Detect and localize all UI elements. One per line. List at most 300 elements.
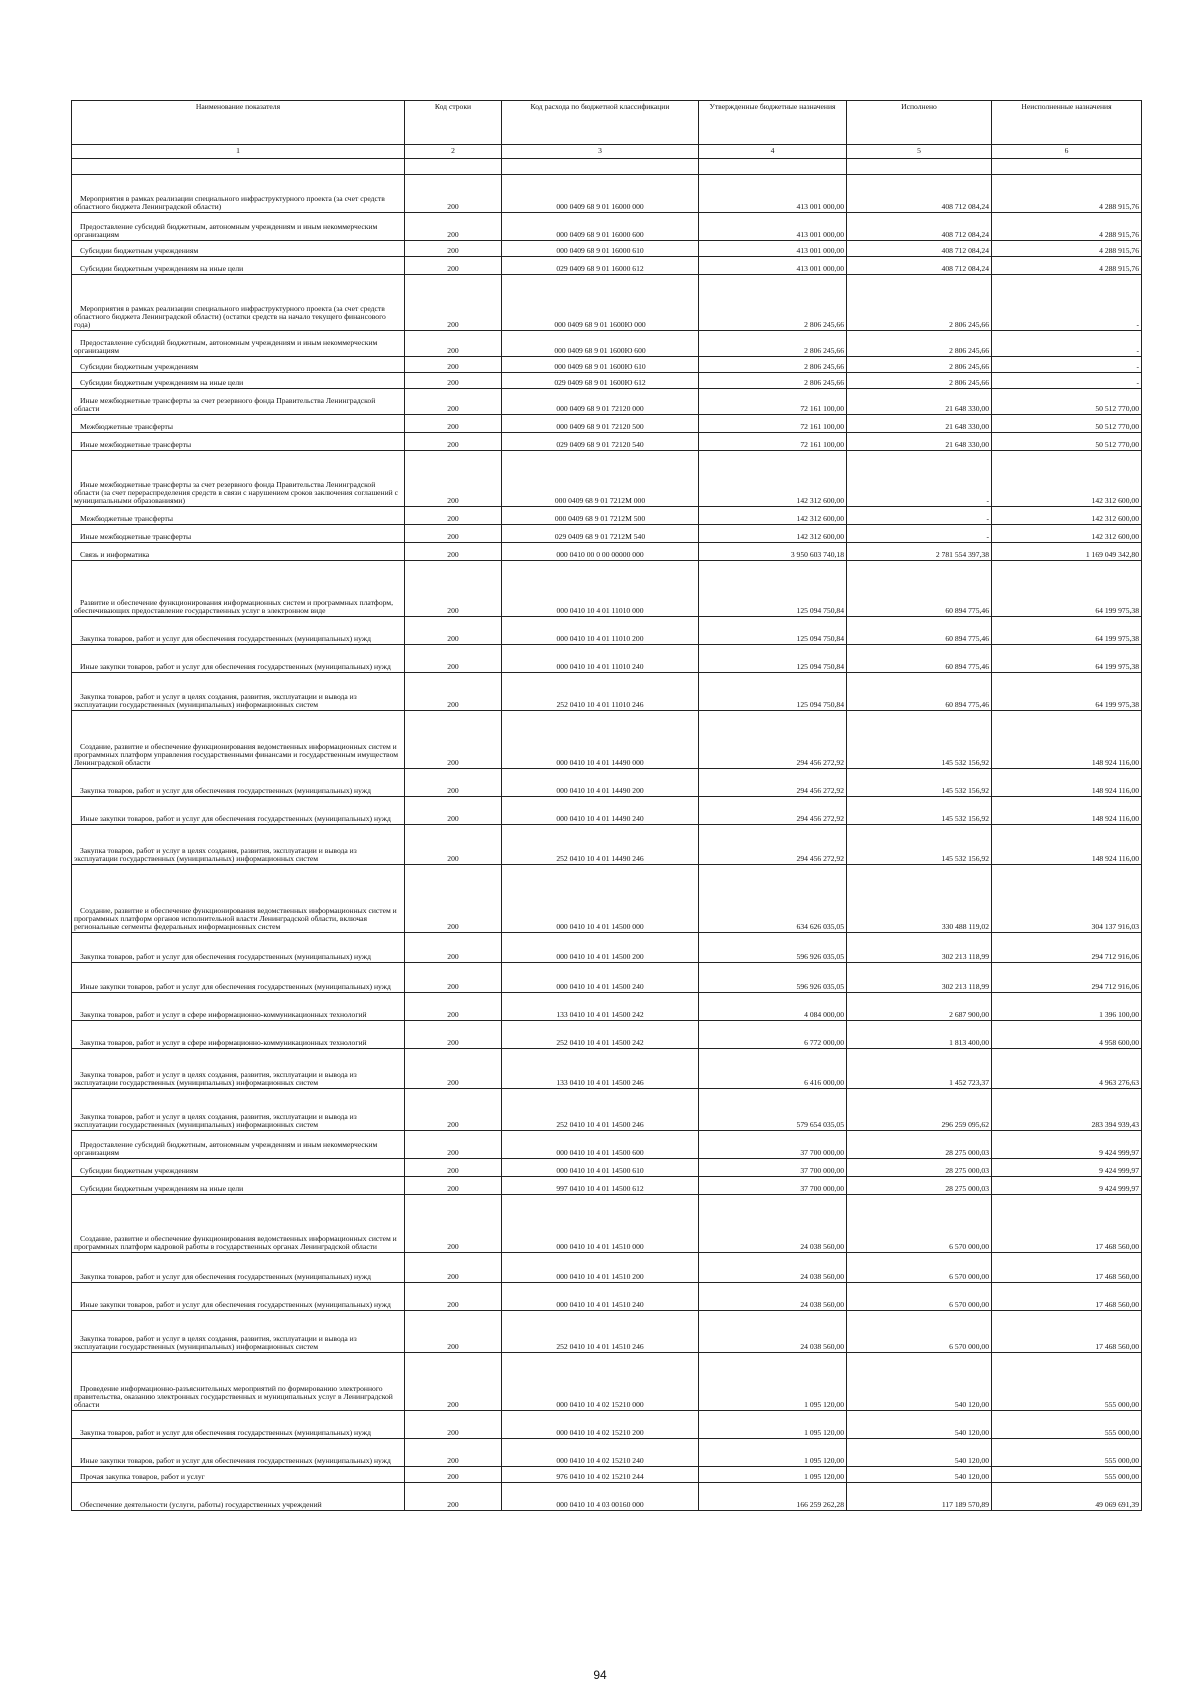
row-executed: 6 570 000,00 xyxy=(847,1195,992,1253)
row-budget-code: 000 0409 68 9 01 16000 000 xyxy=(502,175,699,213)
row-approved: 24 038 560,00 xyxy=(699,1283,847,1311)
table-row xyxy=(72,451,1142,507)
row-executed: - xyxy=(847,525,992,543)
row-name: Межбюджетные трансферты xyxy=(72,415,405,433)
row-budget-code: 000 0410 10 4 01 11010 240 xyxy=(502,645,699,673)
row-approved: 2 806 245,66 xyxy=(699,357,847,373)
row-approved: 294 456 272,92 xyxy=(699,711,847,769)
row-line-code: 200 xyxy=(405,451,502,507)
row-executed: 145 532 156,92 xyxy=(847,797,992,825)
row-budget-code: 252 0410 10 4 01 11010 246 xyxy=(502,673,699,711)
row-approved: 142 312 600,00 xyxy=(699,451,847,507)
row-budget-code: 000 0409 68 9 01 72120 000 xyxy=(502,389,699,415)
row-budget-code: 000 0409 68 9 01 16000 600 xyxy=(502,213,699,241)
row-budget-code: 000 0409 68 9 01 1600Ю 600 xyxy=(502,331,699,357)
row-unexecuted: - xyxy=(992,275,1142,331)
row-name: Субсидии бюджетным учреждениям на иные цели xyxy=(72,373,405,389)
row-budget-code: 000 0410 10 4 01 14500 600 xyxy=(502,1131,699,1159)
row-unexecuted: 64 199 975,38 xyxy=(992,645,1142,673)
table-row xyxy=(72,1467,1142,1483)
row-line-code: 200 xyxy=(405,1089,502,1131)
row-line-code: 200 xyxy=(405,797,502,825)
row-unexecuted: 555 000,00 xyxy=(992,1439,1142,1467)
row-unexecuted: 50 512 770,00 xyxy=(992,433,1142,451)
row-unexecuted: 4 288 915,76 xyxy=(992,257,1142,275)
table-row xyxy=(72,1195,1142,1253)
row-line-code: 200 xyxy=(405,241,502,257)
row-approved: 125 094 750,84 xyxy=(699,561,847,617)
row-name: Проведение информационно-разъяснительных мероприятий по формированию электронного правительства, оказанию электронных государственных и муниципальных услуг в Ленинградской области xyxy=(72,1353,405,1411)
row-name: Закупка товаров, работ и услуг в сфере информационно-коммуникационных технологий xyxy=(72,1021,405,1049)
row-budget-code: 000 0410 10 4 01 11010 200 xyxy=(502,617,699,645)
table-row xyxy=(72,769,1142,797)
row-unexecuted: 294 712 916,06 xyxy=(992,933,1142,963)
table-row xyxy=(72,275,1142,331)
row-approved: 1 095 120,00 xyxy=(699,1411,847,1439)
row-line-code: 200 xyxy=(405,1177,502,1195)
row-unexecuted: - xyxy=(992,331,1142,357)
row-unexecuted: 1 396 100,00 xyxy=(992,993,1142,1021)
row-unexecuted: - xyxy=(992,357,1142,373)
row-executed: 21 648 330,00 xyxy=(847,433,992,451)
column-number: 5 xyxy=(847,145,992,159)
row-name: Предоставление субсидий бюджетным, автономным учреждениям и иным некоммерческим организациям xyxy=(72,213,405,241)
row-name: Иные межбюджетные трансферты за счет резервного фонда Правительства Ленинградской области xyxy=(72,389,405,415)
row-executed: 6 570 000,00 xyxy=(847,1283,992,1311)
row-line-code: 200 xyxy=(405,825,502,865)
row-executed: 145 532 156,92 xyxy=(847,711,992,769)
row-approved: 142 312 600,00 xyxy=(699,525,847,543)
row-line-code: 200 xyxy=(405,525,502,543)
row-executed: 60 894 775,46 xyxy=(847,561,992,617)
row-approved: 1 095 120,00 xyxy=(699,1353,847,1411)
row-unexecuted: 64 199 975,38 xyxy=(992,561,1142,617)
row-name: Закупка товаров, работ и услуг в целях создания, развития, эксплуатации и вывода из эксплуатации государственных (муниципальных) информационных систем xyxy=(72,825,405,865)
table-row xyxy=(72,963,1142,993)
row-unexecuted: 1 169 049 342,80 xyxy=(992,543,1142,561)
row-name: Иные закупки товаров, работ и услуг для обеспечения государственных (муниципальных) нужд xyxy=(72,1439,405,1467)
row-line-code: 200 xyxy=(405,275,502,331)
row-budget-code: 000 0410 10 4 01 14490 200 xyxy=(502,769,699,797)
row-name: Закупка товаров, работ и услуг в целях создания, развития, эксплуатации и вывода из эксплуатации государственных (муниципальных) информационных систем xyxy=(72,673,405,711)
row-budget-code: 029 0409 68 9 01 16000 612 xyxy=(502,257,699,275)
row-executed: 1 452 723,37 xyxy=(847,1049,992,1089)
row-line-code: 200 xyxy=(405,1021,502,1049)
table-row xyxy=(72,1177,1142,1195)
row-executed: 540 120,00 xyxy=(847,1353,992,1411)
row-executed: 60 894 775,46 xyxy=(847,617,992,645)
row-line-code: 200 xyxy=(405,213,502,241)
row-unexecuted: 555 000,00 xyxy=(992,1411,1142,1439)
header-row xyxy=(72,101,1142,145)
row-unexecuted: - xyxy=(992,373,1142,389)
row-name: Предоставление субсидий бюджетным, автономным учреждениям и иным некоммерческим организациям xyxy=(72,1131,405,1159)
row-approved: 125 094 750,84 xyxy=(699,617,847,645)
row-name: Закупка товаров, работ и услуг для обеспечения государственных (муниципальных) нужд xyxy=(72,769,405,797)
table-row xyxy=(72,1439,1142,1467)
row-name: Субсидии бюджетным учреждениям на иные цели xyxy=(72,1177,405,1195)
table-row xyxy=(72,507,1142,525)
row-approved: 24 038 560,00 xyxy=(699,1195,847,1253)
row-unexecuted: 555 000,00 xyxy=(992,1353,1142,1411)
row-line-code: 200 xyxy=(405,373,502,389)
row-executed: 6 570 000,00 xyxy=(847,1311,992,1353)
table-row xyxy=(72,1049,1142,1089)
row-line-code: 200 xyxy=(405,1353,502,1411)
row-approved: 6 772 000,00 xyxy=(699,1021,847,1049)
table-row xyxy=(72,933,1142,963)
row-approved: 4 084 000,00 xyxy=(699,993,847,1021)
row-budget-code: 000 0410 10 4 01 14500 200 xyxy=(502,933,699,963)
row-line-code: 200 xyxy=(405,433,502,451)
row-line-code: 200 xyxy=(405,389,502,415)
row-executed: 408 712 084,24 xyxy=(847,213,992,241)
row-executed: 60 894 775,46 xyxy=(847,673,992,711)
budget-execution-table xyxy=(71,100,1142,1511)
row-approved: 142 312 600,00 xyxy=(699,507,847,525)
row-budget-code: 000 0409 68 9 01 7212М 000 xyxy=(502,451,699,507)
row-budget-code: 000 0410 10 4 01 14490 000 xyxy=(502,711,699,769)
row-line-code: 200 xyxy=(405,507,502,525)
row-budget-code: 000 0409 68 9 01 1600Ю 000 xyxy=(502,275,699,331)
row-approved: 72 161 100,00 xyxy=(699,433,847,451)
row-unexecuted: 9 424 999,97 xyxy=(992,1159,1142,1177)
row-name: Субсидии бюджетным учреждениям xyxy=(72,1159,405,1177)
row-executed: 540 120,00 xyxy=(847,1467,992,1483)
row-unexecuted: 4 288 915,76 xyxy=(992,175,1142,213)
row-executed: 28 275 000,03 xyxy=(847,1159,992,1177)
row-unexecuted: 4 288 915,76 xyxy=(992,241,1142,257)
column-number-row xyxy=(72,145,1142,159)
table-row xyxy=(72,257,1142,275)
row-budget-code: 000 0410 10 4 01 14510 200 xyxy=(502,1253,699,1283)
row-budget-code: 252 0410 10 4 01 14500 246 xyxy=(502,1089,699,1131)
table-row xyxy=(72,415,1142,433)
row-approved: 24 038 560,00 xyxy=(699,1311,847,1353)
row-budget-code: 133 0410 10 4 01 14500 246 xyxy=(502,1049,699,1089)
row-line-code: 200 xyxy=(405,1159,502,1177)
header-approved-appropriations: Утвержденные бюджетные назначения xyxy=(699,101,847,145)
row-budget-code: 000 0410 10 4 01 14500 610 xyxy=(502,1159,699,1177)
row-budget-code: 000 0410 10 4 01 14490 240 xyxy=(502,797,699,825)
row-line-code: 200 xyxy=(405,933,502,963)
row-line-code: 200 xyxy=(405,1253,502,1283)
row-executed: 296 259 095,62 xyxy=(847,1089,992,1131)
row-executed: 28 275 000,03 xyxy=(847,1177,992,1195)
row-executed: 2 806 245,66 xyxy=(847,331,992,357)
row-name: Закупка товаров, работ и услуг в целях создания, развития, эксплуатации и вывода из эксплуатации государственных (муниципальных) информационных систем xyxy=(72,1311,405,1353)
row-budget-code: 000 0410 00 0 00 00000 000 xyxy=(502,543,699,561)
row-executed: - xyxy=(847,451,992,507)
row-line-code: 200 xyxy=(405,1283,502,1311)
row-unexecuted: 64 199 975,38 xyxy=(992,673,1142,711)
row-line-code: 200 xyxy=(405,561,502,617)
row-budget-code: 000 0410 10 4 02 15210 200 xyxy=(502,1411,699,1439)
header-budget-classification-code: Код расхода по бюджетной классификации xyxy=(502,101,699,145)
row-unexecuted: 142 312 600,00 xyxy=(992,451,1142,507)
row-approved: 37 700 000,00 xyxy=(699,1177,847,1195)
row-executed: - xyxy=(847,507,992,525)
row-approved: 24 038 560,00 xyxy=(699,1253,847,1283)
row-unexecuted: 64 199 975,38 xyxy=(992,617,1142,645)
row-budget-code: 000 0410 10 4 03 00160 000 xyxy=(502,1483,699,1511)
row-name: Создание, развитие и обеспечение функционирования ведомственных информационных систем и программных платформ кадровой работы в государственных органах Ленинградской области xyxy=(72,1195,405,1253)
table-row xyxy=(72,617,1142,645)
row-executed: 2 806 245,66 xyxy=(847,373,992,389)
table-row xyxy=(72,993,1142,1021)
row-executed: 21 648 330,00 xyxy=(847,389,992,415)
row-line-code: 200 xyxy=(405,415,502,433)
row-budget-code: 029 0409 68 9 01 72120 540 xyxy=(502,433,699,451)
row-executed: 145 532 156,92 xyxy=(847,769,992,797)
row-unexecuted: 50 512 770,00 xyxy=(992,415,1142,433)
row-budget-code: 000 0410 10 4 01 14510 240 xyxy=(502,1283,699,1311)
row-line-code: 200 xyxy=(405,1195,502,1253)
row-budget-code: 997 0410 10 4 01 14500 612 xyxy=(502,1177,699,1195)
table-row xyxy=(72,525,1142,543)
row-approved: 125 094 750,84 xyxy=(699,645,847,673)
table-row xyxy=(72,241,1142,257)
row-name: Межбюджетные трансферты xyxy=(72,507,405,525)
row-unexecuted: 148 924 116,00 xyxy=(992,825,1142,865)
row-executed: 540 120,00 xyxy=(847,1411,992,1439)
row-line-code: 200 xyxy=(405,865,502,933)
row-approved: 72 161 100,00 xyxy=(699,389,847,415)
row-line-code: 200 xyxy=(405,769,502,797)
table-row xyxy=(72,543,1142,561)
row-unexecuted: 50 512 770,00 xyxy=(992,389,1142,415)
row-executed: 2 806 245,66 xyxy=(847,275,992,331)
row-approved: 166 259 262,28 xyxy=(699,1483,847,1511)
table-row xyxy=(72,645,1142,673)
row-executed: 117 189 570,89 xyxy=(847,1483,992,1511)
table-row xyxy=(72,1353,1142,1411)
row-unexecuted: 283 394 939,43 xyxy=(992,1089,1142,1131)
table-row xyxy=(72,331,1142,357)
row-name: Закупка товаров, работ и услуг в целях создания, развития, эксплуатации и вывода из эксплуатации государственных (муниципальных) информационных систем xyxy=(72,1049,405,1089)
row-budget-code: 000 0409 68 9 01 16000 610 xyxy=(502,241,699,257)
table-row xyxy=(72,357,1142,373)
row-executed: 60 894 775,46 xyxy=(847,645,992,673)
table-row xyxy=(72,711,1142,769)
row-approved: 6 416 000,00 xyxy=(699,1049,847,1089)
row-unexecuted: 294 712 916,06 xyxy=(992,963,1142,993)
row-line-code: 200 xyxy=(405,1049,502,1089)
row-budget-code: 976 0410 10 4 02 15210 244 xyxy=(502,1467,699,1483)
row-budget-code: 000 0410 10 4 01 11010 000 xyxy=(502,561,699,617)
header-line-code: Код строки xyxy=(405,101,502,145)
row-executed: 408 712 084,24 xyxy=(847,257,992,275)
row-budget-code: 000 0410 10 4 01 14500 000 xyxy=(502,865,699,933)
row-approved: 596 926 035,05 xyxy=(699,963,847,993)
table-row xyxy=(72,1253,1142,1283)
row-approved: 294 456 272,92 xyxy=(699,797,847,825)
row-approved: 413 001 000,00 xyxy=(699,213,847,241)
row-budget-code: 133 0410 10 4 01 14500 242 xyxy=(502,993,699,1021)
row-approved: 413 001 000,00 xyxy=(699,175,847,213)
row-approved: 37 700 000,00 xyxy=(699,1159,847,1177)
row-name: Создание, развитие и обеспечение функционирования ведомственных информационных систем и программных платформ органов исполнительной власти Ленинградской области, включая региональные сегменты федеральных информационных систем xyxy=(72,865,405,933)
row-unexecuted: 4 963 276,63 xyxy=(992,1049,1142,1089)
row-unexecuted: 148 924 116,00 xyxy=(992,769,1142,797)
row-line-code: 200 xyxy=(405,673,502,711)
row-line-code: 200 xyxy=(405,645,502,673)
row-name: Связь и информатика xyxy=(72,543,405,561)
row-approved: 72 161 100,00 xyxy=(699,415,847,433)
row-name: Закупка товаров, работ и услуг в сфере информационно-коммуникационных технологий xyxy=(72,993,405,1021)
row-approved: 37 700 000,00 xyxy=(699,1131,847,1159)
row-name: Закупка товаров, работ и услуг для обеспечения государственных (муниципальных) нужд xyxy=(72,933,405,963)
row-approved: 596 926 035,05 xyxy=(699,933,847,963)
column-number: 4 xyxy=(699,145,847,159)
row-unexecuted: 148 924 116,00 xyxy=(992,797,1142,825)
row-line-code: 200 xyxy=(405,1483,502,1511)
row-name: Субсидии бюджетным учреждениям xyxy=(72,357,405,373)
row-unexecuted: 304 137 916,03 xyxy=(992,865,1142,933)
row-line-code: 200 xyxy=(405,357,502,373)
row-approved: 634 626 035,05 xyxy=(699,865,847,933)
row-unexecuted: 9 424 999,97 xyxy=(992,1177,1142,1195)
row-line-code: 200 xyxy=(405,993,502,1021)
row-executed: 330 488 119,02 xyxy=(847,865,992,933)
row-executed: 2 687 900,00 xyxy=(847,993,992,1021)
row-line-code: 200 xyxy=(405,1411,502,1439)
row-approved: 294 456 272,92 xyxy=(699,769,847,797)
column-number: 6 xyxy=(992,145,1142,159)
table-row xyxy=(72,1021,1142,1049)
row-unexecuted: 142 312 600,00 xyxy=(992,525,1142,543)
row-executed: 6 570 000,00 xyxy=(847,1253,992,1283)
row-executed: 408 712 084,24 xyxy=(847,175,992,213)
column-number: 2 xyxy=(405,145,502,159)
table-row xyxy=(72,213,1142,241)
table-row xyxy=(72,1159,1142,1177)
row-line-code: 200 xyxy=(405,1439,502,1467)
row-budget-code: 000 0410 10 4 02 15210 240 xyxy=(502,1439,699,1467)
row-unexecuted: 9 424 999,97 xyxy=(992,1131,1142,1159)
row-unexecuted: 148 924 116,00 xyxy=(992,711,1142,769)
header-indicator-name: Наименование показателя xyxy=(72,101,405,145)
row-approved: 2 806 245,66 xyxy=(699,331,847,357)
row-executed: 540 120,00 xyxy=(847,1439,992,1467)
row-executed: 145 532 156,92 xyxy=(847,825,992,865)
row-line-code: 200 xyxy=(405,257,502,275)
table-row xyxy=(72,797,1142,825)
row-name: Мероприятия в рамках реализации специального инфраструктурного проекта (за счет средств областного бюджета Ленинградской области) xyxy=(72,175,405,213)
row-budget-code: 000 0410 10 4 01 14500 240 xyxy=(502,963,699,993)
row-name: Мероприятия в рамках реализации специального инфраструктурного проекта (за счет средств областного бюджета Ленинградской области) (остатки средств на начало текущего финансового года) xyxy=(72,275,405,331)
row-unexecuted: 4 288 915,76 xyxy=(992,213,1142,241)
column-number: 1 xyxy=(72,145,405,159)
row-unexecuted: 17 468 560,00 xyxy=(992,1195,1142,1253)
table-row xyxy=(72,865,1142,933)
row-line-code: 200 xyxy=(405,711,502,769)
row-unexecuted: 4 958 600,00 xyxy=(992,1021,1142,1049)
table-row xyxy=(72,1131,1142,1159)
column-number: 3 xyxy=(502,145,699,159)
row-budget-code: 252 0410 10 4 01 14490 246 xyxy=(502,825,699,865)
row-executed: 2 781 554 397,38 xyxy=(847,543,992,561)
row-executed: 28 275 000,03 xyxy=(847,1131,992,1159)
row-budget-code: 000 0409 68 9 01 1600Ю 610 xyxy=(502,357,699,373)
table-body xyxy=(72,175,1142,1511)
row-approved: 3 950 603 740,18 xyxy=(699,543,847,561)
row-name: Закупка товаров, работ и услуг для обеспечения государственных (муниципальных) нужд xyxy=(72,1253,405,1283)
row-executed: 1 813 400,00 xyxy=(847,1021,992,1049)
row-name: Субсидии бюджетным учреждениям на иные цели xyxy=(72,257,405,275)
table-row xyxy=(72,1483,1142,1511)
row-line-code: 200 xyxy=(405,963,502,993)
row-unexecuted: 142 312 600,00 xyxy=(992,507,1142,525)
row-budget-code: 029 0409 68 9 01 7212М 540 xyxy=(502,525,699,543)
row-budget-code: 252 0410 10 4 01 14500 242 xyxy=(502,1021,699,1049)
row-line-code: 200 xyxy=(405,1311,502,1353)
row-approved: 1 095 120,00 xyxy=(699,1439,847,1467)
table-row xyxy=(72,1411,1142,1439)
table-row xyxy=(72,825,1142,865)
row-name: Иные межбюджетные трансферты xyxy=(72,525,405,543)
spacer-row xyxy=(72,159,1142,175)
row-name: Закупка товаров, работ и услуг для обеспечения государственных (муниципальных) нужд xyxy=(72,617,405,645)
page-number: 94 xyxy=(593,1668,607,1682)
row-name: Иные межбюджетные трансферты за счет резервного фонда Правительства Ленинградской области (за счет перераспределения средств в связи с нарушением сроков заключения соглашений с муниципальными образованиями) xyxy=(72,451,405,507)
row-budget-code: 000 0409 68 9 01 7212М 500 xyxy=(502,507,699,525)
table-row xyxy=(72,373,1142,389)
row-name: Закупка товаров, работ и услуг для обеспечения государственных (муниципальных) нужд xyxy=(72,1411,405,1439)
row-unexecuted: 555 000,00 xyxy=(992,1467,1142,1483)
row-budget-code: 000 0410 10 4 02 15210 000 xyxy=(502,1353,699,1411)
table-row xyxy=(72,673,1142,711)
header-executed: Исполнено xyxy=(847,101,992,145)
row-name: Предоставление субсидий бюджетным, автономным учреждениям и иным некоммерческим организациям xyxy=(72,331,405,357)
row-approved: 125 094 750,84 xyxy=(699,673,847,711)
row-name: Создание, развитие и обеспечение функционирования ведомственных информационных систем и программных платформ управления государственными финансами и государственным имуществом Ленинградской области xyxy=(72,711,405,769)
row-approved: 579 654 035,05 xyxy=(699,1089,847,1131)
row-line-code: 200 xyxy=(405,1131,502,1159)
row-executed: 2 806 245,66 xyxy=(847,357,992,373)
table-row xyxy=(72,389,1142,415)
row-line-code: 200 xyxy=(405,331,502,357)
row-executed: 408 712 084,24 xyxy=(847,241,992,257)
row-budget-code: 000 0409 68 9 01 72120 500 xyxy=(502,415,699,433)
row-name: Субсидии бюджетным учреждениям xyxy=(72,241,405,257)
table-row xyxy=(72,433,1142,451)
table-row xyxy=(72,561,1142,617)
row-name: Иные закупки товаров, работ и услуг для обеспечения государственных (муниципальных) нужд xyxy=(72,963,405,993)
row-approved: 2 806 245,66 xyxy=(699,373,847,389)
table-row xyxy=(72,1311,1142,1353)
row-name: Иные межбюджетные трансферты xyxy=(72,433,405,451)
row-name: Развитие и обеспечение функционирования информационных систем и программных платформ, обеспечивающих предоставление государственных услуг в электронном виде xyxy=(72,561,405,617)
table-row xyxy=(72,1283,1142,1311)
row-name: Иные закупки товаров, работ и услуг для обеспечения государственных (муниципальных) нужд xyxy=(72,1283,405,1311)
row-budget-code: 000 0410 10 4 01 14510 000 xyxy=(502,1195,699,1253)
row-budget-code: 252 0410 10 4 01 14510 246 xyxy=(502,1311,699,1353)
row-budget-code: 029 0409 68 9 01 1600Ю 612 xyxy=(502,373,699,389)
row-executed: 21 648 330,00 xyxy=(847,415,992,433)
table-row xyxy=(72,1089,1142,1131)
row-line-code: 200 xyxy=(405,1467,502,1483)
row-unexecuted: 17 468 560,00 xyxy=(992,1283,1142,1311)
row-name: Прочая закупка товаров, работ и услуг xyxy=(72,1467,405,1483)
row-name: Иные закупки товаров, работ и услуг для обеспечения государственных (муниципальных) нужд xyxy=(72,645,405,673)
row-executed: 302 213 118,99 xyxy=(847,933,992,963)
row-name: Закупка товаров, работ и услуг в целях создания, развития, эксплуатации и вывода из эксплуатации государственных (муниципальных) информационных систем xyxy=(72,1089,405,1131)
row-unexecuted: 17 468 560,00 xyxy=(992,1253,1142,1283)
row-executed: 302 213 118,99 xyxy=(847,963,992,993)
row-unexecuted: 49 069 691,39 xyxy=(992,1483,1142,1511)
row-name: Иные закупки товаров, работ и услуг для обеспечения государственных (муниципальных) нужд xyxy=(72,797,405,825)
